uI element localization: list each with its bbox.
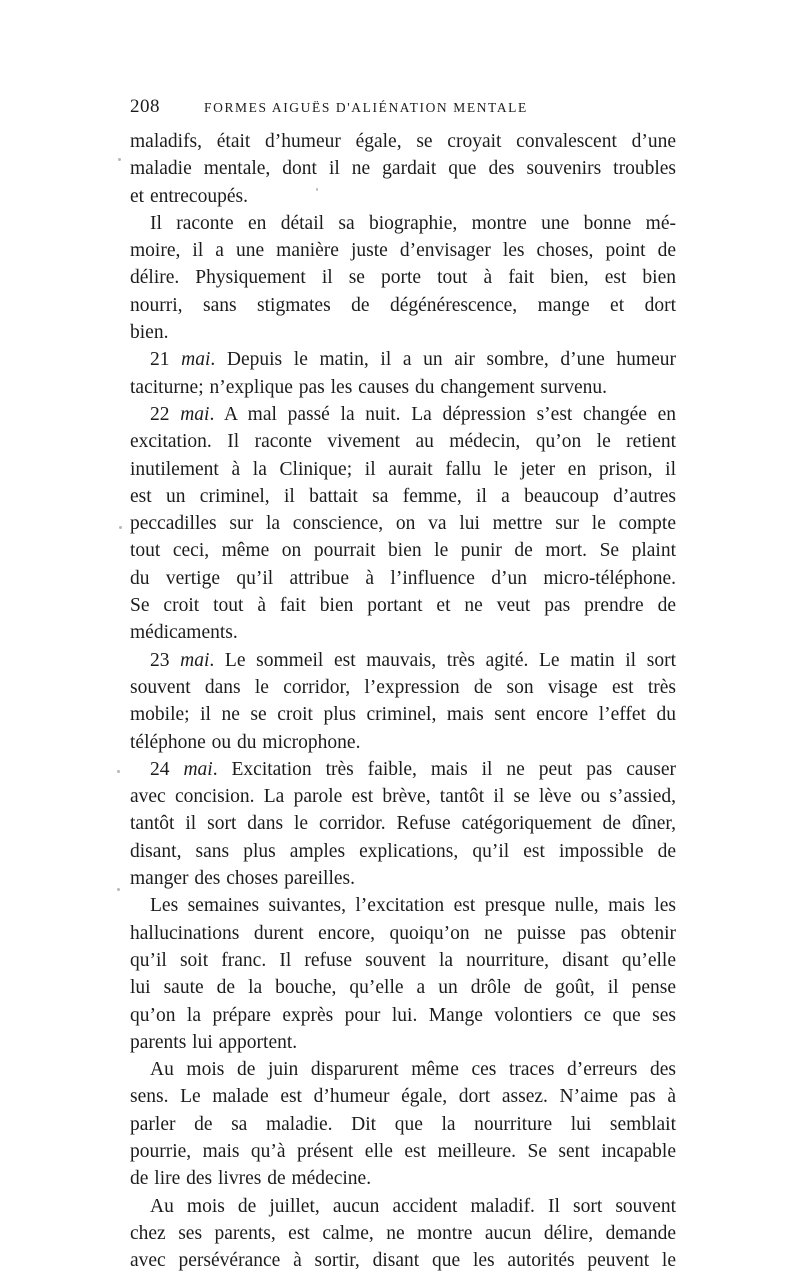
text-line: Il raconte en détail sa biographie, montre une bonne mé- <box>150 212 676 234</box>
text-line: avec concision. La parole est brève, tantôt il se lève ou s’assied, <box>130 786 676 808</box>
running-title: FORMES AIGUËS D'ALIÉNATION MENTALE <box>204 100 528 115</box>
text-line: Les semaines suivantes, l’excitation est presque nulle, mais les <box>150 895 676 917</box>
text-line: du vertige qu’il attribue à l’influence d’un micro-téléphone. <box>130 567 676 589</box>
text-line: disant, sans plus amples explications, qu’il est impossible de <box>130 840 676 862</box>
text-line: peccadilles sur la conscience, on va lui mettre sur le compte <box>130 513 676 535</box>
text-line: médicaments. <box>130 622 238 644</box>
text-line: mobile; il ne se croit plus criminel, mais sent encore l’effet du <box>130 704 676 726</box>
text-line: chez ses parents, est calme, ne montre aucun délire, demande <box>130 1222 676 1244</box>
text-line: Se croit tout à fait bien portant et ne veut pas prendre de <box>130 595 676 617</box>
print-speck <box>316 188 318 191</box>
text-line: 23 mai. Le sommeil est mauvais, très agité. Le matin il sort <box>150 649 676 671</box>
page-header <box>130 96 684 122</box>
text-line: maladifs, était d’humeur égale, se croyait convalescent d’une <box>130 131 676 152</box>
text-line: parents lui apportent. <box>130 1031 298 1053</box>
text-line: Au mois de juillet, aucun accident maladif. Il sort souvent <box>150 1195 676 1217</box>
text-line: tantôt il sort dans le corridor. Refuse catégoriquement de dîner, <box>130 813 676 835</box>
text-line: bien. <box>130 322 169 344</box>
text-line: est un criminel, il battait sa femme, il a beaucoup d’autres <box>130 485 676 507</box>
text-line: et entrecoupés. <box>130 185 248 207</box>
text-line: de lire des livres de médecine. <box>130 1168 372 1190</box>
print-speck <box>119 526 122 529</box>
text-line: pourrie, mais qu’à présent elle est meilleure. Se sent incapable <box>130 1140 676 1162</box>
text-line: Au mois de juin disparurent même ces traces d’erreurs des <box>150 1059 676 1081</box>
body-text <box>130 128 676 1274</box>
page-number: 208 <box>130 96 160 117</box>
text-line: tout ceci, même on pourrait bien le punir de mort. Se plaint <box>130 540 676 562</box>
text-line: délire. Physiquement il se porte tout à fait bien, est bien <box>130 267 676 289</box>
text-line: hallucinations durent encore, quoiqu’on ne puisse pas obtenir <box>130 922 676 944</box>
text-line: moire, il a une manière juste d’envisager les choses, point de <box>130 240 676 262</box>
text-line: 21 mai. Depuis le matin, il a un air sombre, d’une humeur <box>150 349 677 371</box>
text-line: parler de sa maladie. Dit que la nourriture lui semblait <box>130 1113 676 1135</box>
print-speck <box>117 888 120 891</box>
text-line: 24 mai. Excitation très faible, mais il ne peut pas causer <box>150 758 676 780</box>
text-line: avec persévérance à sortir, disant que les autorités peuvent le <box>130 1250 676 1272</box>
text-line: lui saute de la bouche, qu’elle a un drôle de goût, il pense <box>130 977 676 999</box>
text-line: 22 mai. A mal passé la nuit. La dépression s’est changée en <box>150 403 676 425</box>
text-line: qu’il soit franc. Il refuse souvent la nourriture, disant qu’elle <box>130 949 676 971</box>
text-line: téléphone ou du microphone. <box>130 731 361 753</box>
text-line: excitation. Il raconte vivement au médecin, qu’on le retient <box>130 431 676 453</box>
text-line: souvent dans le corridor, l’expression de son visage est très <box>130 676 676 698</box>
print-speck <box>118 158 121 161</box>
print-speck <box>117 770 120 773</box>
text-line: taciturne; n’explique pas les causes du changement survenu. <box>130 376 608 398</box>
text-line: inutilement à la Clinique; il aurait fallu le jeter en prison, il <box>130 458 676 480</box>
text-line: maladie mentale, dont il ne gardait que des souvenirs troubles <box>130 158 676 180</box>
text-line: qu’on la prépare exprès pour lui. Mange volontiers ce que ses <box>130 1004 676 1026</box>
text-line: sens. Le malade est d’humeur égale, dort assez. N’aime pas à <box>130 1086 676 1108</box>
text-line: manger des choses pareilles. <box>130 868 356 890</box>
text-line: nourri, sans stigmates de dégénérescence, mange et dort <box>130 294 676 316</box>
